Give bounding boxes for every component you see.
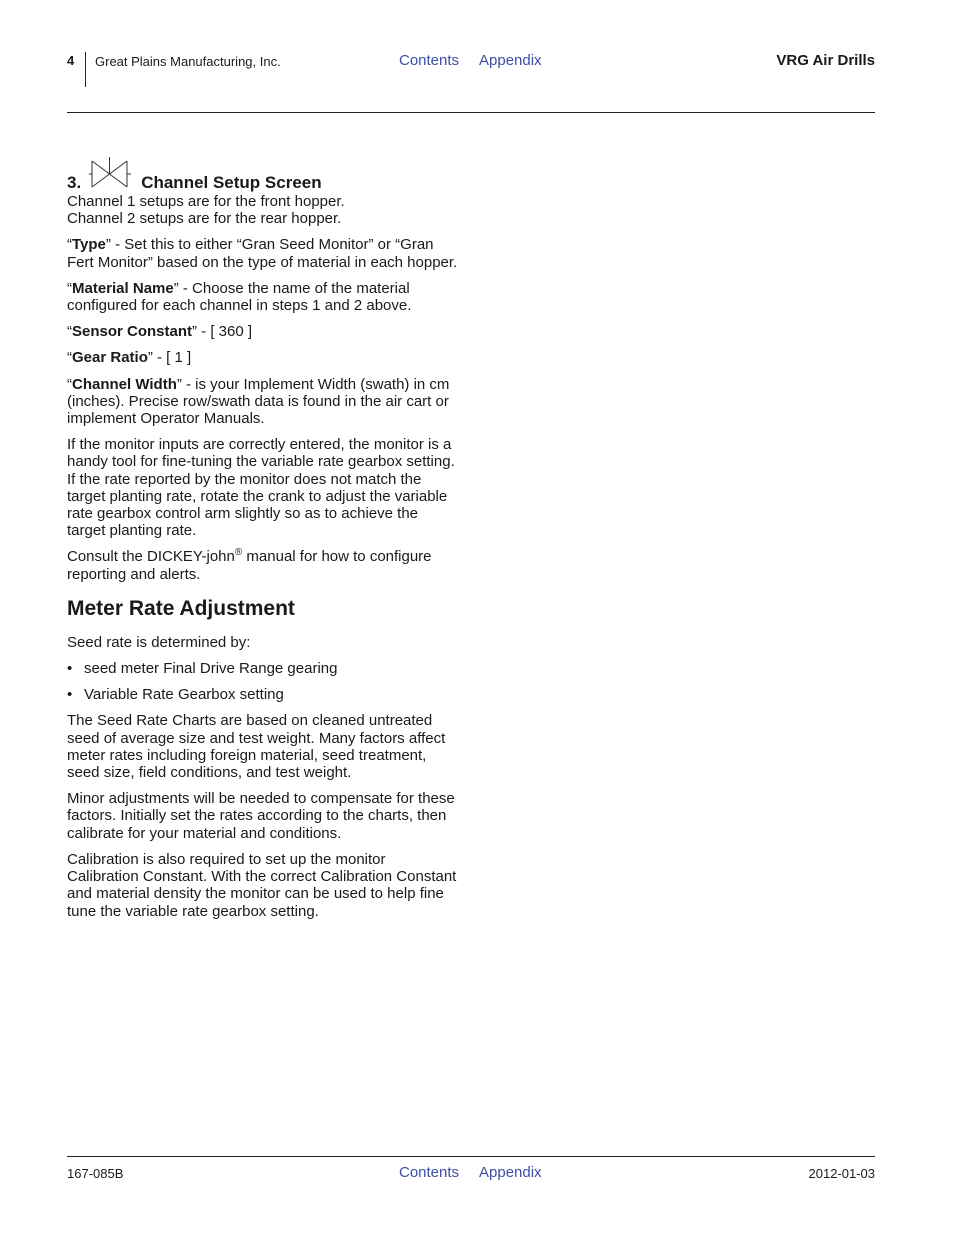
footer-rule [67, 1156, 875, 1157]
meter-bullet-list [67, 660, 459, 703]
meter-rate-heading: Meter Rate Adjustment [67, 596, 295, 620]
footer-contents-link[interactable]: Contents [399, 1164, 460, 1181]
meter-intro: Seed rate is determined by: [67, 633, 251, 651]
list-item: • Variable Rate Gearbox setting [67, 686, 459, 703]
manual-title: VRG Air Drills [776, 52, 875, 69]
header-rule [67, 112, 875, 113]
meter-paragraph-2: Minor adjustments will be needed to compensate for these factors. Initially set the rates according to the charts, then calibrate for your material and conditions. [67, 790, 455, 842]
field-type: “Type” - Set this to either “Gran Seed Monitor” or “Gran Fert Monitor” based on the type of material in each hopper. [67, 236, 458, 271]
field-channel-width: “Channel Width” - is your Implement Width (swath) in cm (inches). Precise row/swath data is found in the air cart or implement Operator Manuals. [67, 375, 450, 428]
main-column [67, 155, 459, 929]
doc-date: 2012-01-03 [808, 1166, 875, 1181]
monitor-paragraph: If the monitor inputs are correctly entered, the monitor is a handy tool for fine-tuning the variable rate gearbox setting. If the rate reported by the monitor does not match the target planting rate, rotate the crank to adjust the variable rate gearbox control arm slightly so as to achieve the target planting rate. [67, 436, 455, 540]
meter-paragraph-3: Calibration is also required to set up the monitor Calibration Constant. With the correct Calibration Constant and material density the monitor can be used to help fine tune the variable rate gearbox setting. [67, 850, 457, 920]
field-sensor-constant: “Sensor Constant” - [ 360 ] [67, 323, 253, 341]
channel-intro-line1: Channel 1 setups are for the front hopper. [67, 193, 345, 210]
list-item: • seed meter Final Drive Range gearing [67, 660, 459, 677]
step-number: 3. [67, 172, 82, 192]
doc-number: 167-085B [67, 1166, 124, 1181]
field-gear-ratio: “Gear Ratio” - [ 1 ] [67, 349, 192, 367]
channel-intro-line2: Channel 2 setups are for the rear hopper. [67, 210, 342, 228]
header-appendix-link[interactable]: Appendix [479, 52, 542, 69]
channel-intro [67, 193, 459, 227]
page-number: 4 [67, 53, 75, 68]
step-heading [67, 155, 459, 191]
footer-appendix-link[interactable]: Appendix [479, 1164, 542, 1181]
channel-setup-icon [89, 155, 131, 191]
meter-paragraph-1: The Seed Rate Charts are based on cleaned untreated seed of average size and test weight. Many factors affect meter rates including foreign material, seed treatment, seed size, field conditions, and test weight. [67, 712, 446, 782]
header-contents-link[interactable]: Contents [399, 52, 460, 69]
company-name: Great Plains Manufacturing, Inc. [95, 54, 281, 69]
consult-paragraph: Consult the DICKEY-john® manual for how to configure reporting and alerts. [67, 547, 432, 583]
field-material-name: “Material Name” - Choose the name of the material configured for each channel in steps 1 and 2 above. [67, 279, 412, 315]
header-divider [85, 52, 86, 87]
step-title: Channel Setup Screen [141, 172, 322, 192]
